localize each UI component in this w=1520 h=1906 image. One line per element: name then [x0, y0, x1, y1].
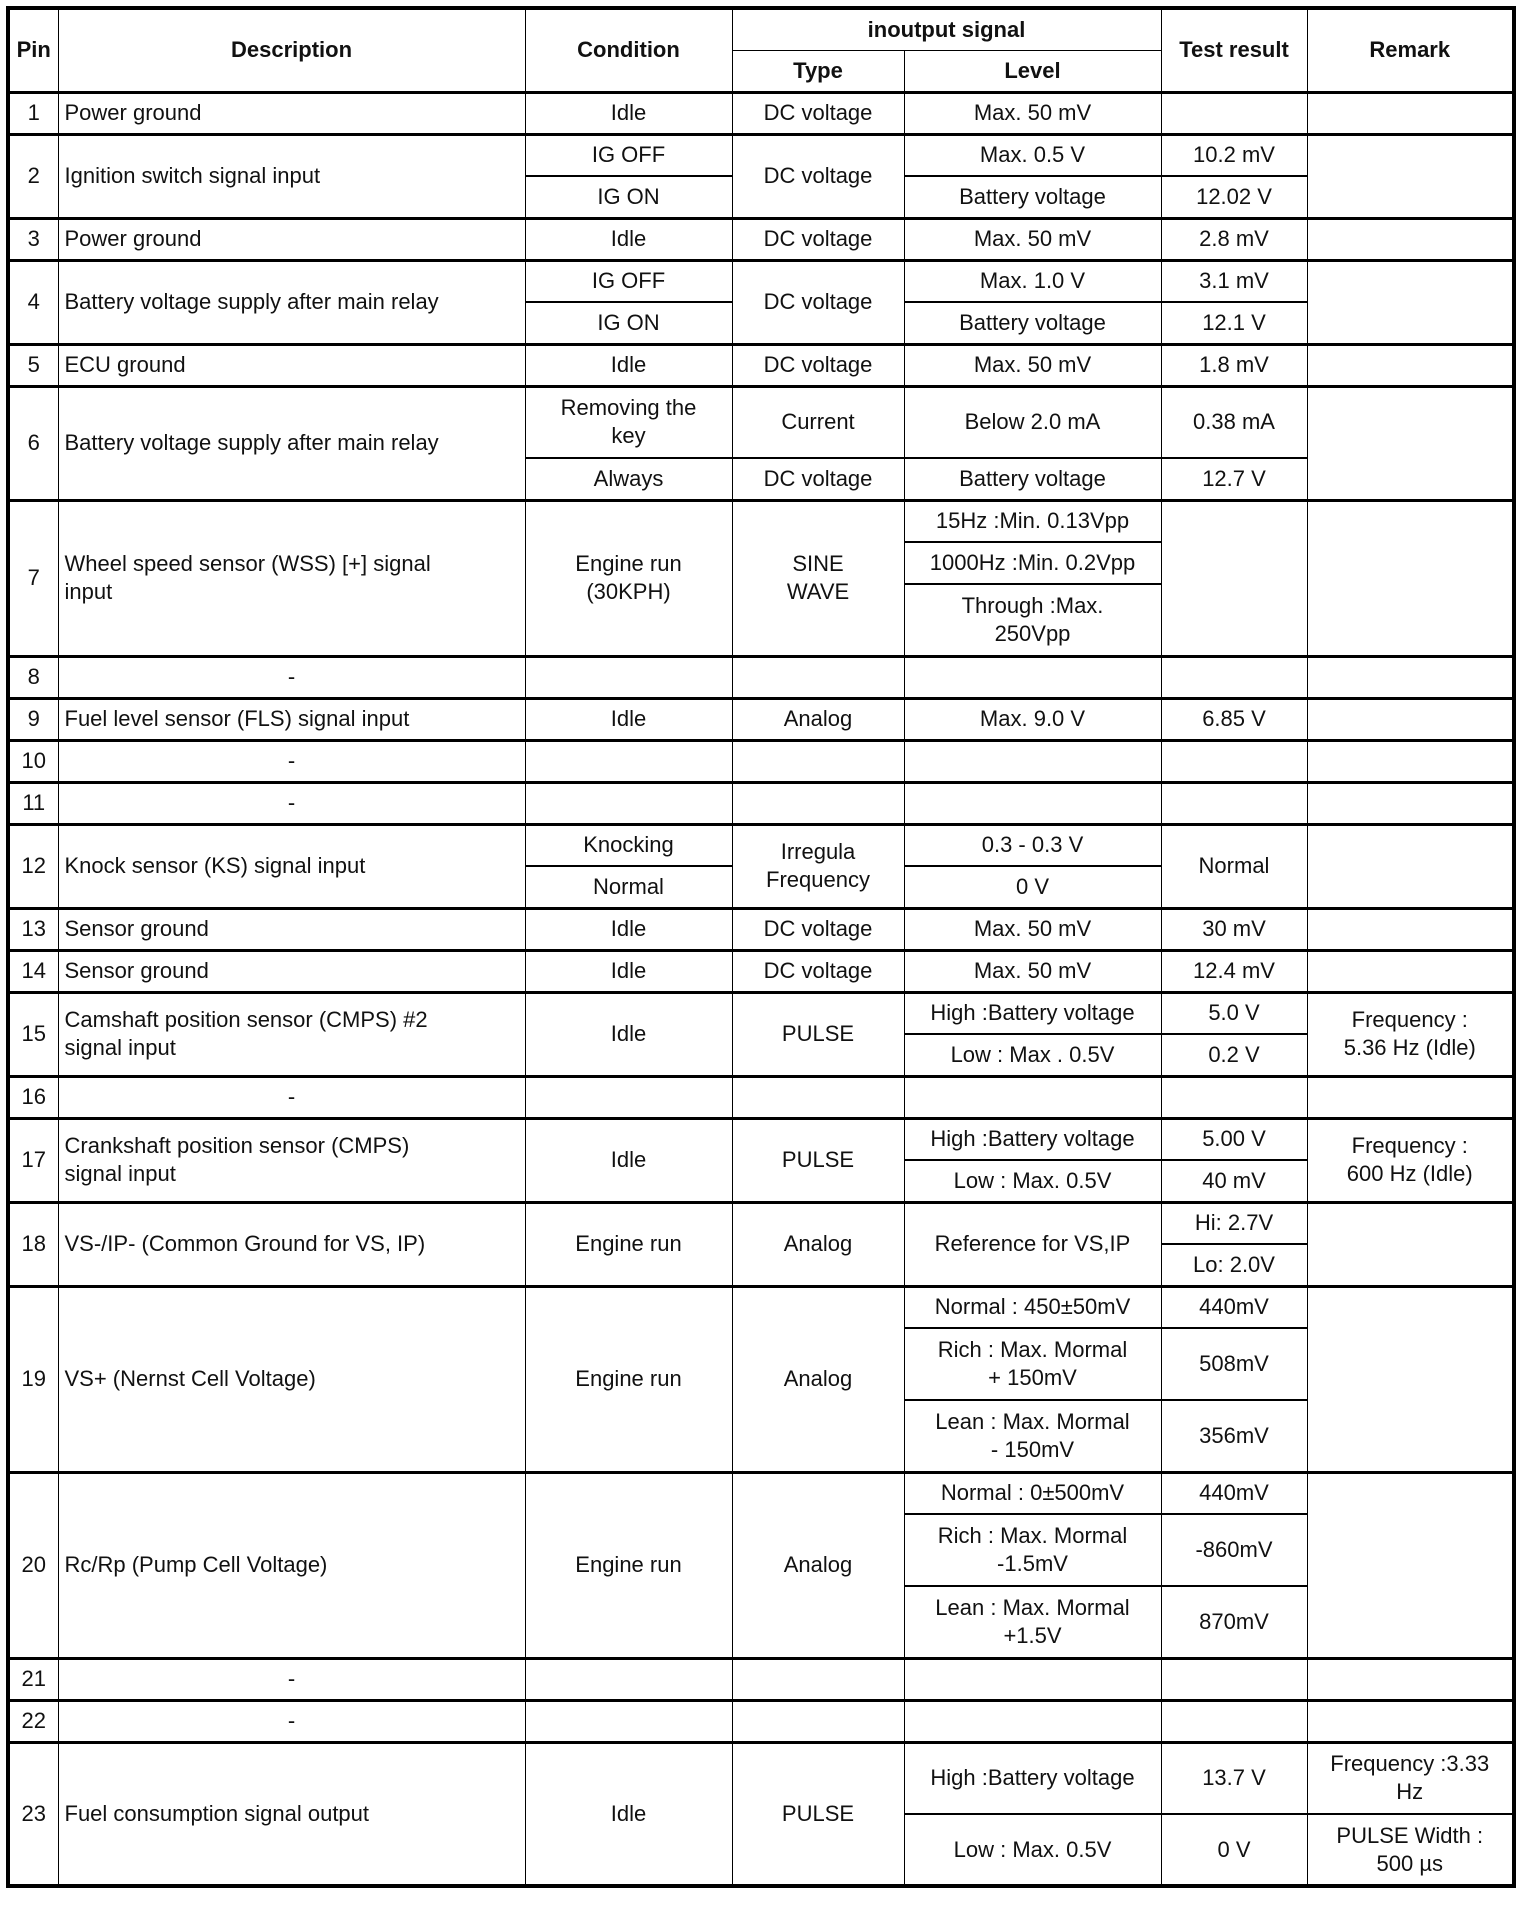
test-result: 12.1 V	[1161, 302, 1307, 344]
signal-level: High :Battery voltage	[904, 1742, 1161, 1814]
test-result	[1161, 1658, 1307, 1700]
description: Battery voltage supply after main relay	[58, 386, 525, 500]
signal-level: Below 2.0 mA	[904, 386, 1161, 458]
description: Battery voltage supply after main relay	[58, 260, 525, 344]
signal-level: Battery voltage	[904, 458, 1161, 500]
description: Sensor ground	[58, 908, 525, 950]
remark	[1307, 92, 1514, 134]
test-result: 0 V	[1161, 1814, 1307, 1886]
signal-type: DC voltage	[732, 908, 904, 950]
signal-level	[904, 1076, 1161, 1118]
signal-level: Max. 50 mV	[904, 908, 1161, 950]
description: Knock sensor (KS) signal input	[58, 824, 525, 908]
table-row	[8, 134, 1514, 176]
table-row	[8, 386, 1514, 458]
signal-level: 15Hz :Min. 0.13Vpp	[904, 500, 1161, 542]
table-row	[8, 740, 1514, 782]
description: Wheel speed sensor (WSS) [+] signal input	[58, 500, 525, 656]
remark	[1307, 344, 1514, 386]
condition	[525, 1700, 732, 1742]
signal-type: DC voltage	[732, 134, 904, 218]
condition	[525, 782, 732, 824]
test-result: 5.00 V	[1161, 1118, 1307, 1160]
pin-number: 5	[8, 344, 58, 386]
condition: Engine run	[525, 1286, 732, 1472]
table-row	[8, 1742, 1514, 1814]
condition: IG ON	[525, 176, 732, 218]
signal-level: Max. 1.0 V	[904, 260, 1161, 302]
condition: IG OFF	[525, 134, 732, 176]
pin-number: 12	[8, 824, 58, 908]
table-row	[8, 218, 1514, 260]
header-pin: Pin	[8, 8, 58, 92]
condition: Idle	[525, 992, 732, 1076]
test-result	[1161, 1076, 1307, 1118]
test-result: 3.1 mV	[1161, 260, 1307, 302]
signal-level: Low : Max. 0.5V	[904, 1814, 1161, 1886]
remark	[1307, 260, 1514, 344]
table-row	[8, 698, 1514, 740]
signal-level: Rich : Max. Mormal + 150mV	[904, 1328, 1161, 1400]
table-row	[8, 1658, 1514, 1700]
test-result	[1161, 500, 1307, 656]
table-row	[8, 824, 1514, 866]
condition: Idle	[525, 698, 732, 740]
table-row	[8, 950, 1514, 992]
test-result: 1.8 mV	[1161, 344, 1307, 386]
signal-type	[732, 1076, 904, 1118]
remark	[1307, 386, 1514, 500]
test-result: 508mV	[1161, 1328, 1307, 1400]
header-type: Type	[732, 50, 904, 92]
signal-level: Normal : 0±500mV	[904, 1472, 1161, 1514]
test-result: 2.8 mV	[1161, 218, 1307, 260]
signal-level: Low : Max . 0.5V	[904, 1034, 1161, 1076]
condition: Normal	[525, 866, 732, 908]
pin-number: 18	[8, 1202, 58, 1286]
table-row	[8, 1700, 1514, 1742]
remark	[1307, 134, 1514, 218]
pin-number: 11	[8, 782, 58, 824]
remark	[1307, 218, 1514, 260]
signal-level: Normal : 450±50mV	[904, 1286, 1161, 1328]
header-test-result: Test result	[1161, 8, 1307, 92]
remark: Frequency : 600 Hz (Idle)	[1307, 1118, 1514, 1202]
description: Fuel consumption signal output	[58, 1742, 525, 1886]
signal-level: Max. 50 mV	[904, 218, 1161, 260]
condition: Idle	[525, 92, 732, 134]
signal-level: Max. 0.5 V	[904, 134, 1161, 176]
table-row	[8, 1286, 1514, 1328]
signal-level	[904, 656, 1161, 698]
description: -	[58, 656, 525, 698]
test-result: 0.38 mA	[1161, 386, 1307, 458]
description: Sensor ground	[58, 950, 525, 992]
pin-number: 13	[8, 908, 58, 950]
description: Crankshaft position sensor (CMPS) signal input	[58, 1118, 525, 1202]
header-description: Description	[58, 8, 525, 92]
signal-level: Battery voltage	[904, 302, 1161, 344]
pin-number: 6	[8, 386, 58, 500]
pin-number: 8	[8, 656, 58, 698]
condition: Removing the key	[525, 386, 732, 458]
description: ECU ground	[58, 344, 525, 386]
condition	[525, 656, 732, 698]
description: -	[58, 1700, 525, 1742]
remark	[1307, 782, 1514, 824]
signal-type: Analog	[732, 1286, 904, 1472]
condition: Idle	[525, 950, 732, 992]
remark	[1307, 1472, 1514, 1658]
remark	[1307, 1202, 1514, 1286]
signal-type: PULSE	[732, 992, 904, 1076]
signal-level: Low : Max. 0.5V	[904, 1160, 1161, 1202]
remark	[1307, 824, 1514, 908]
description: Camshaft position sensor (CMPS) #2 signal input	[58, 992, 525, 1076]
test-result: 5.0 V	[1161, 992, 1307, 1034]
pin-number: 16	[8, 1076, 58, 1118]
test-result: 0.2 V	[1161, 1034, 1307, 1076]
condition: Engine run (30KPH)	[525, 500, 732, 656]
signal-level: Max. 50 mV	[904, 92, 1161, 134]
description: Ignition switch signal input	[58, 134, 525, 218]
signal-type: Current	[732, 386, 904, 458]
table-row	[8, 908, 1514, 950]
pin-number: 23	[8, 1742, 58, 1886]
signal-type	[732, 1658, 904, 1700]
condition	[525, 740, 732, 782]
remark	[1307, 1076, 1514, 1118]
test-result: 440mV	[1161, 1472, 1307, 1514]
pin-number: 2	[8, 134, 58, 218]
pin-number: 10	[8, 740, 58, 782]
test-result: 12.4 mV	[1161, 950, 1307, 992]
signal-level: High :Battery voltage	[904, 1118, 1161, 1160]
condition: IG ON	[525, 302, 732, 344]
signal-level: 0.3 - 0.3 V	[904, 824, 1161, 866]
test-result: 870mV	[1161, 1586, 1307, 1658]
remark	[1307, 1286, 1514, 1472]
signal-type	[732, 782, 904, 824]
remark	[1307, 950, 1514, 992]
condition: Engine run	[525, 1472, 732, 1658]
table-row	[8, 1202, 1514, 1244]
header-remark: Remark	[1307, 8, 1514, 92]
condition: Engine run	[525, 1202, 732, 1286]
description: Power ground	[58, 92, 525, 134]
pin-number: 3	[8, 218, 58, 260]
pin-number: 21	[8, 1658, 58, 1700]
condition: Knocking	[525, 824, 732, 866]
condition: Idle	[525, 344, 732, 386]
test-result: 40 mV	[1161, 1160, 1307, 1202]
description: Power ground	[58, 218, 525, 260]
test-result: 13.7 V	[1161, 1742, 1307, 1814]
test-result: Lo: 2.0V	[1161, 1244, 1307, 1286]
table-row	[8, 1076, 1514, 1118]
test-result: 12.02 V	[1161, 176, 1307, 218]
test-result	[1161, 92, 1307, 134]
test-result: 12.7 V	[1161, 458, 1307, 500]
signal-type: SINE WAVE	[732, 500, 904, 656]
test-result: -860mV	[1161, 1514, 1307, 1586]
signal-level: Through :Max. 250Vpp	[904, 584, 1161, 656]
signal-type: DC voltage	[732, 92, 904, 134]
signal-level: Lean : Max. Mormal +1.5V	[904, 1586, 1161, 1658]
signal-level: High :Battery voltage	[904, 992, 1161, 1034]
test-result: 30 mV	[1161, 908, 1307, 950]
table-row	[8, 1118, 1514, 1160]
signal-type	[732, 1700, 904, 1742]
test-result: 10.2 mV	[1161, 134, 1307, 176]
signal-level	[904, 1658, 1161, 1700]
test-result: 440mV	[1161, 1286, 1307, 1328]
table-row	[8, 344, 1514, 386]
remark	[1307, 908, 1514, 950]
test-result	[1161, 740, 1307, 782]
signal-type	[732, 656, 904, 698]
pin-number: 20	[8, 1472, 58, 1658]
test-result: 6.85 V	[1161, 698, 1307, 740]
remark	[1307, 500, 1514, 656]
condition: Idle	[525, 1742, 732, 1886]
header-condition: Condition	[525, 8, 732, 92]
remark	[1307, 740, 1514, 782]
pin-number: 17	[8, 1118, 58, 1202]
table-row	[8, 782, 1514, 824]
table-row	[8, 92, 1514, 134]
table-row	[8, 260, 1514, 302]
signal-type: PULSE	[732, 1118, 904, 1202]
condition: Idle	[525, 218, 732, 260]
signal-type: PULSE	[732, 1742, 904, 1886]
signal-type: Analog	[732, 698, 904, 740]
remark	[1307, 656, 1514, 698]
description: Fuel level sensor (FLS) signal input	[58, 698, 525, 740]
test-result: Hi: 2.7V	[1161, 1202, 1307, 1244]
condition	[525, 1658, 732, 1700]
description: -	[58, 1658, 525, 1700]
description: -	[58, 1076, 525, 1118]
condition	[525, 1076, 732, 1118]
signal-level: Rich : Max. Mormal -1.5mV	[904, 1514, 1161, 1586]
pin-number: 15	[8, 992, 58, 1076]
signal-type	[732, 740, 904, 782]
signal-type: DC voltage	[732, 260, 904, 344]
table-row	[8, 992, 1514, 1034]
signal-type: DC voltage	[732, 344, 904, 386]
table-row	[8, 656, 1514, 698]
description: -	[58, 782, 525, 824]
description: Rc/Rp (Pump Cell Voltage)	[58, 1472, 525, 1658]
pin-number: 14	[8, 950, 58, 992]
test-result: 356mV	[1161, 1400, 1307, 1472]
signal-level: Lean : Max. Mormal - 150mV	[904, 1400, 1161, 1472]
remark	[1307, 698, 1514, 740]
description: VS-/IP- (Common Ground for VS, IP)	[58, 1202, 525, 1286]
table-row	[8, 1472, 1514, 1514]
pin-number: 19	[8, 1286, 58, 1472]
test-result	[1161, 782, 1307, 824]
pin-number: 7	[8, 500, 58, 656]
header-level: Level	[904, 50, 1161, 92]
test-result	[1161, 656, 1307, 698]
pin-signal-table	[6, 6, 1516, 1888]
signal-level: Battery voltage	[904, 176, 1161, 218]
remark	[1307, 1700, 1514, 1742]
test-result: Normal	[1161, 824, 1307, 908]
signal-type: Irregula Frequency	[732, 824, 904, 908]
signal-level: 1000Hz :Min. 0.2Vpp	[904, 542, 1161, 584]
condition: IG OFF	[525, 260, 732, 302]
remark: Frequency : 5.36 Hz (Idle)	[1307, 992, 1514, 1076]
condition: Idle	[525, 908, 732, 950]
signal-level	[904, 1700, 1161, 1742]
signal-level	[904, 740, 1161, 782]
pin-number: 1	[8, 92, 58, 134]
signal-type: Analog	[732, 1202, 904, 1286]
remark	[1307, 1658, 1514, 1700]
condition: Always	[525, 458, 732, 500]
signal-level: Max. 50 mV	[904, 344, 1161, 386]
signal-level: 0 V	[904, 866, 1161, 908]
signal-type: DC voltage	[732, 218, 904, 260]
signal-type: DC voltage	[732, 950, 904, 992]
signal-type: DC voltage	[732, 458, 904, 500]
signal-level	[904, 782, 1161, 824]
description: VS+ (Nernst Cell Voltage)	[58, 1286, 525, 1472]
table-row	[8, 500, 1514, 542]
remark: Frequency :3.33 Hz	[1307, 1742, 1514, 1814]
signal-level: Reference for VS,IP	[904, 1202, 1161, 1286]
signal-type: Analog	[732, 1472, 904, 1658]
pin-number: 22	[8, 1700, 58, 1742]
description: -	[58, 740, 525, 782]
signal-level: Max. 50 mV	[904, 950, 1161, 992]
signal-level: Max. 9.0 V	[904, 698, 1161, 740]
pin-number: 9	[8, 698, 58, 740]
test-result	[1161, 1700, 1307, 1742]
condition: Idle	[525, 1118, 732, 1202]
pin-number: 4	[8, 260, 58, 344]
remark: PULSE Width : 500 µs	[1307, 1814, 1514, 1886]
header-inoutput-signal: inoutput signal	[732, 8, 1161, 50]
